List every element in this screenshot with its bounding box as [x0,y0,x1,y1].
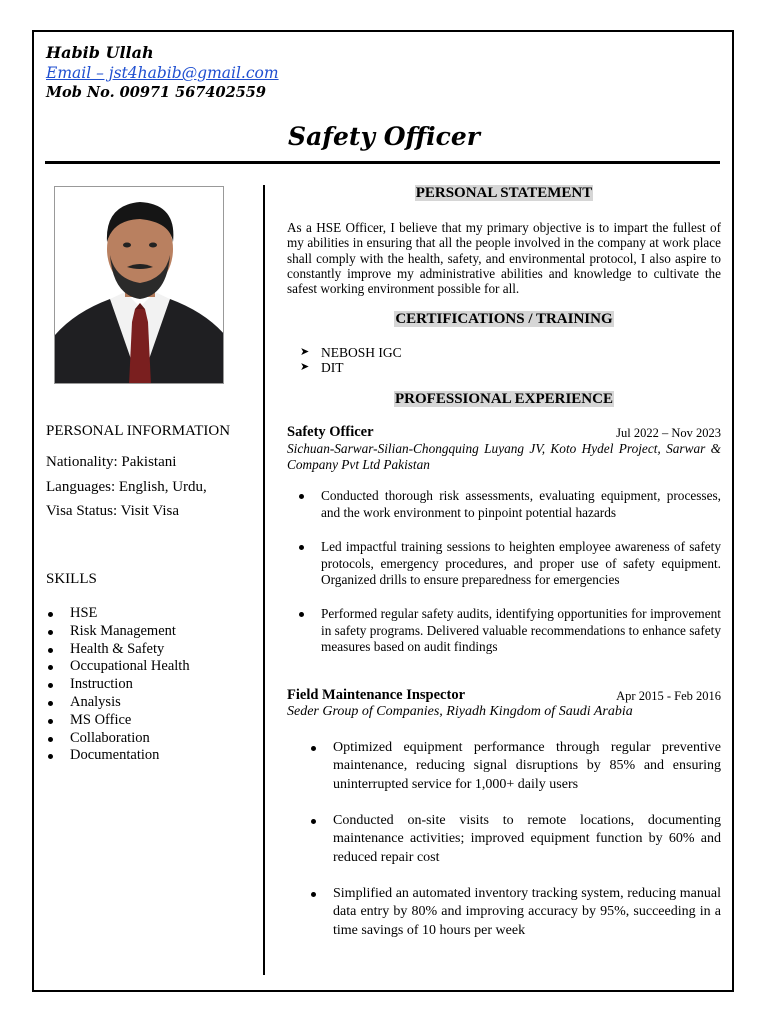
experience-heading-label: PROFESSIONAL EXPERIENCE [395,391,613,407]
skill-item: Analysis [48,694,190,712]
skill-item: Documentation [48,747,190,765]
experience-heading [287,391,721,408]
job-dates: Jul 2022 – Nov 2023 [616,426,721,440]
nationality-text: Nationality: Pakistani [46,454,177,470]
certifications-heading [287,311,721,328]
skill-item: Risk Management [48,623,190,641]
skill-item: Collaboration [48,730,190,748]
statement-heading [287,185,721,202]
bullet-dot-icon [299,545,304,550]
profile-photo [54,186,224,384]
arrow-bullet-icon: ➤ [300,361,310,373]
job-bullet [321,488,721,521]
skills-heading: SKILLS [46,571,97,587]
languages-text: Languages: English, Urdu, [46,479,207,495]
mobile-number: Mob No. 00971 567402559 [46,84,266,101]
title-divider [45,161,720,164]
job-bullet-text: Performed regular safety audits, identifying opportunities for improvement in safety programs. Delivered valuable recommendations to enhance safety measures based on audit findings [321,606,721,654]
job-bullet [321,606,721,656]
skill-item: Occupational Health [48,658,190,676]
candidate-name: Habib Ullah [46,43,154,62]
job-bullet-text: Optimized equipment performance through regular preventive maintenance, reducing signal disruptions by 85% and ensuring uninterrupted service for 1,000+ daily users [333,740,721,792]
statement-heading-label: PERSONAL STATEMENT [415,185,593,201]
skill-item: Health & Safety [48,641,190,659]
column-divider [263,185,265,975]
skills-list [48,605,190,765]
skill-item: Instruction [48,676,190,694]
job-company: Seder Group of Companies, Riyadh Kingdom of Saudi Arabia [287,704,633,719]
skill-item: MS Office [48,712,190,730]
bullet-dot-icon [311,892,316,897]
arrow-bullet-icon: ➤ [300,346,310,358]
job-bullet [333,812,721,867]
job-title: Safety Officer [287,424,374,440]
cert-label: NEBOSH IGC [321,345,402,360]
job-bullet [333,885,721,940]
job-bullet-text: Simplified an automated inventory tracking system, reducing manual data entry by 80% and improving accuracy by 95%, succeeding in a time savings of 10 hours per week [333,886,721,938]
bullet-dot-icon [311,819,316,824]
job-title: Field Maintenance Inspector [287,687,466,703]
visa-status-text: Visa Status: Visit Visa [46,503,180,519]
bullet-dot-icon [299,494,304,499]
certifications-heading-label: CERTIFICATIONS / TRAINING [395,311,613,327]
job-bullet-text: Conducted on-site visits to remote locations, documenting maintenance activities; improved equipment function by 60% and reduced repair cost [333,813,721,865]
job-company: Sichuan-Sarwar-Silian-Chongquing Luyang JV, Koto Hydel Project, Sarwar & Company Pvt Ltd Pakistan [287,441,721,472]
job-bullet [321,539,721,589]
page-title: Safety Officer [288,122,480,151]
bullet-dot-icon [311,746,316,751]
statement-text: As a HSE Officer, I believe that my primary objective is to impart the fullest of my abilities in ensuring that all the people involved in the company at work place shall comply with the health, safety, and environmental protocol, I also aspire to constantly improve my administrative abilities and knowledge to cultivate the safest working environment possible for all. [287,220,721,297]
profile-photo-icon [55,187,224,384]
job-bullet-text: Conducted thorough risk assessments, evaluating equipment, processes, and the work environment to pinpoint potential hazards [321,488,721,520]
job-dates: Apr 2015 - Feb 2016 [616,689,721,703]
personal-info-heading: PERSONAL INFORMATION [46,423,231,439]
job-bullet [333,739,721,794]
skill-item: HSE [48,605,190,623]
email-link[interactable]: Email – jst4habib@gmail.com [46,64,279,82]
job-bullet-text: Led impactful training sessions to heighten employee awareness of safety protocols, emergency procedures, and proper use of safety equipment. Organized drills to ensure preparedness for emergencies [321,539,721,587]
bullet-dot-icon [299,612,304,617]
cert-label: DIT [321,360,344,375]
